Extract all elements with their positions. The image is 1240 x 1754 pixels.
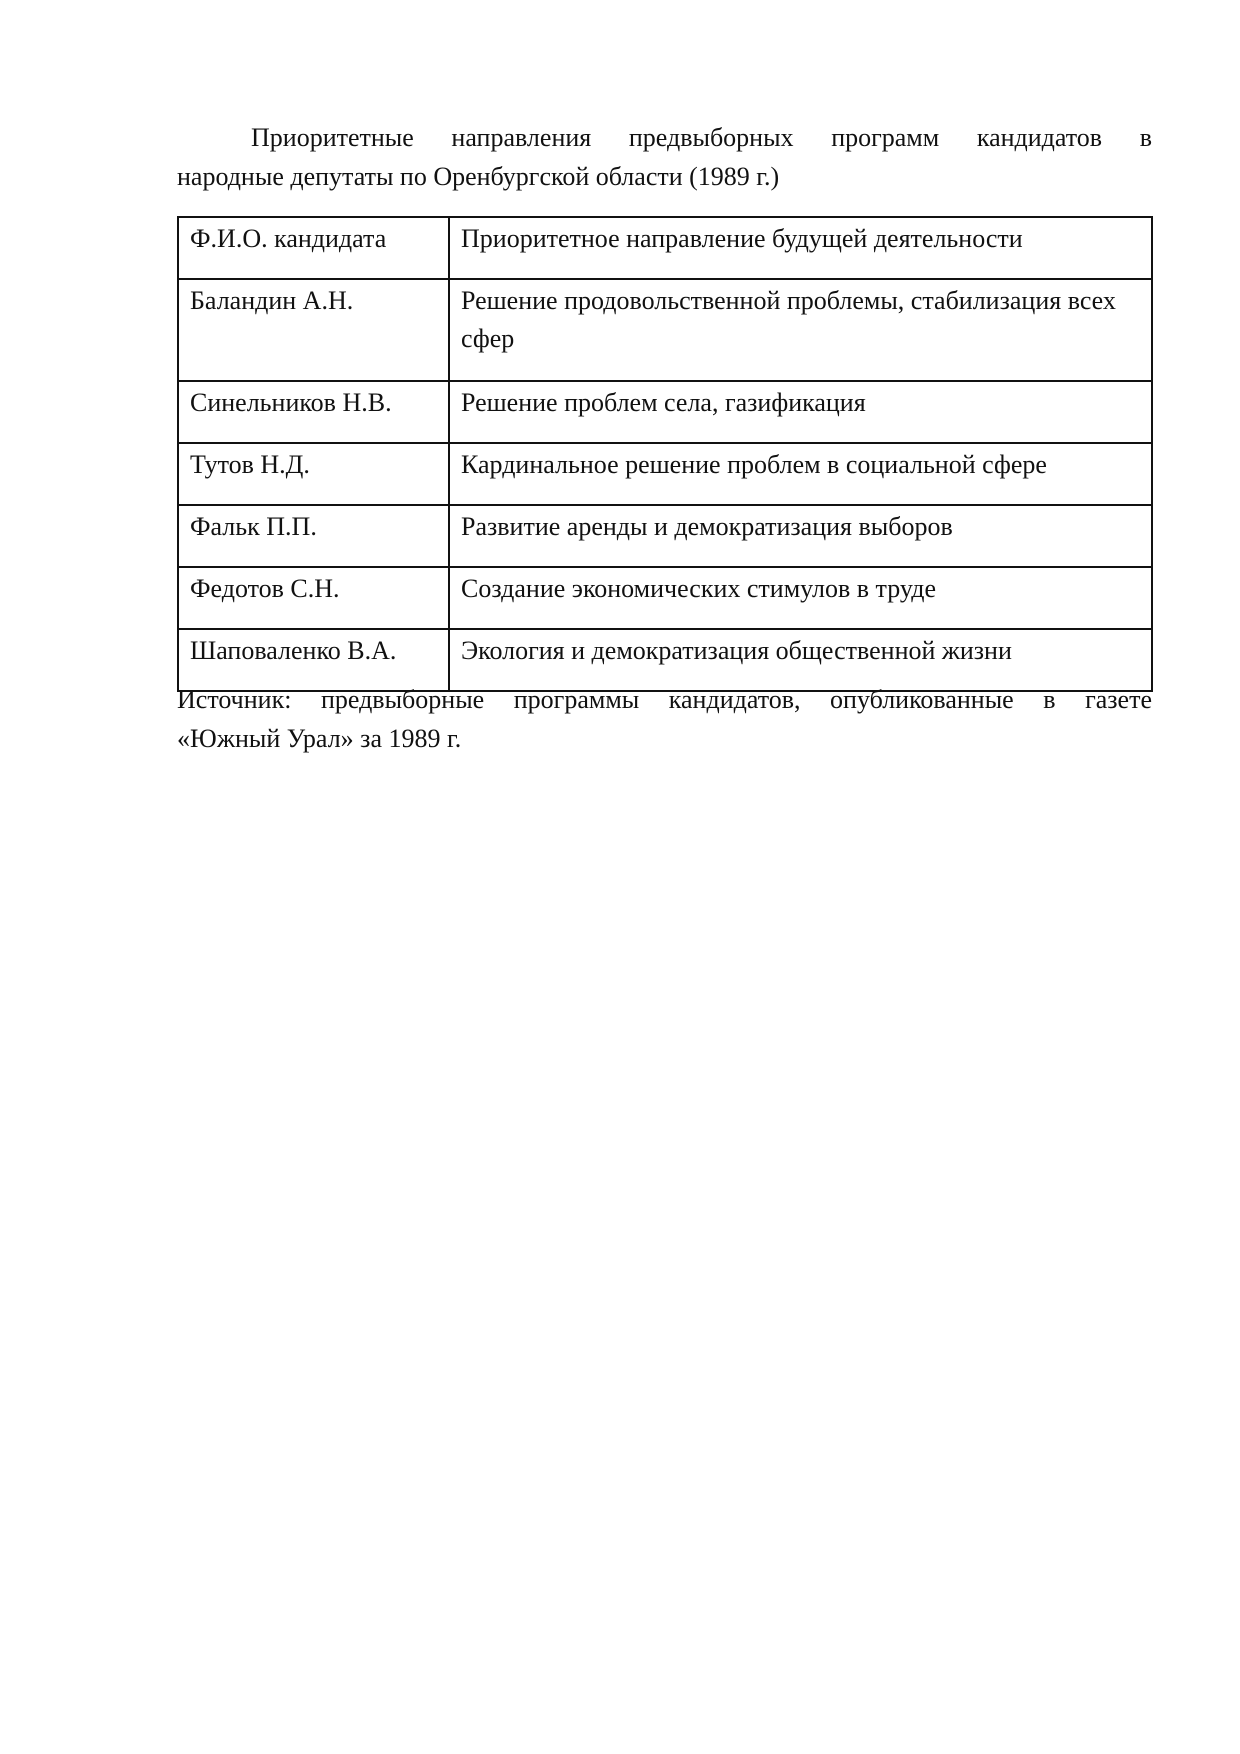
table-caption <box>177 118 1152 196</box>
caption-line-2: народные депутаты по Оренбургской области (1989 г.) <box>177 162 780 191</box>
candidates-table <box>177 216 1153 692</box>
header-cell-name: Ф.И.О. кандидата <box>178 217 449 279</box>
candidate-name-cell: Баландин А.Н. <box>178 279 449 381</box>
table-row <box>178 279 1152 381</box>
header-cell-direction: Приоритетное направление будущей деятельности <box>449 217 1152 279</box>
direction-cell: Решение продовольственной проблемы, стабилизация всех сфер <box>449 279 1152 381</box>
candidate-name-cell: Шаповаленко В.А. <box>178 629 449 691</box>
direction-cell: Экология и демократизация общественной жизни <box>449 629 1152 691</box>
source-line-2: «Южный Урал» за 1989 г. <box>177 724 462 753</box>
candidate-name-cell: Тутов Н.Д. <box>178 443 449 505</box>
caption-line-1: Приоритетные направления предвыборных программ кандидатов в <box>251 123 1152 152</box>
table-row <box>178 443 1152 505</box>
table-row <box>178 505 1152 567</box>
source-note <box>177 680 1152 758</box>
candidate-name-cell: Федотов С.Н. <box>178 567 449 629</box>
direction-cell: Решение проблем села, газификация <box>449 381 1152 443</box>
table-header-row <box>178 217 1152 279</box>
table-row <box>178 381 1152 443</box>
direction-cell: Развитие аренды и демократизация выборов <box>449 505 1152 567</box>
table-row <box>178 567 1152 629</box>
candidate-name-cell: Синельников Н.В. <box>178 381 449 443</box>
direction-cell: Кардинальное решение проблем в социальной сфере <box>449 443 1152 505</box>
candidate-name-cell: Фальк П.П. <box>178 505 449 567</box>
source-line-1: Источник: предвыборные программы кандидатов, опубликованные в газете <box>177 685 1152 714</box>
direction-cell: Создание экономических стимулов в труде <box>449 567 1152 629</box>
